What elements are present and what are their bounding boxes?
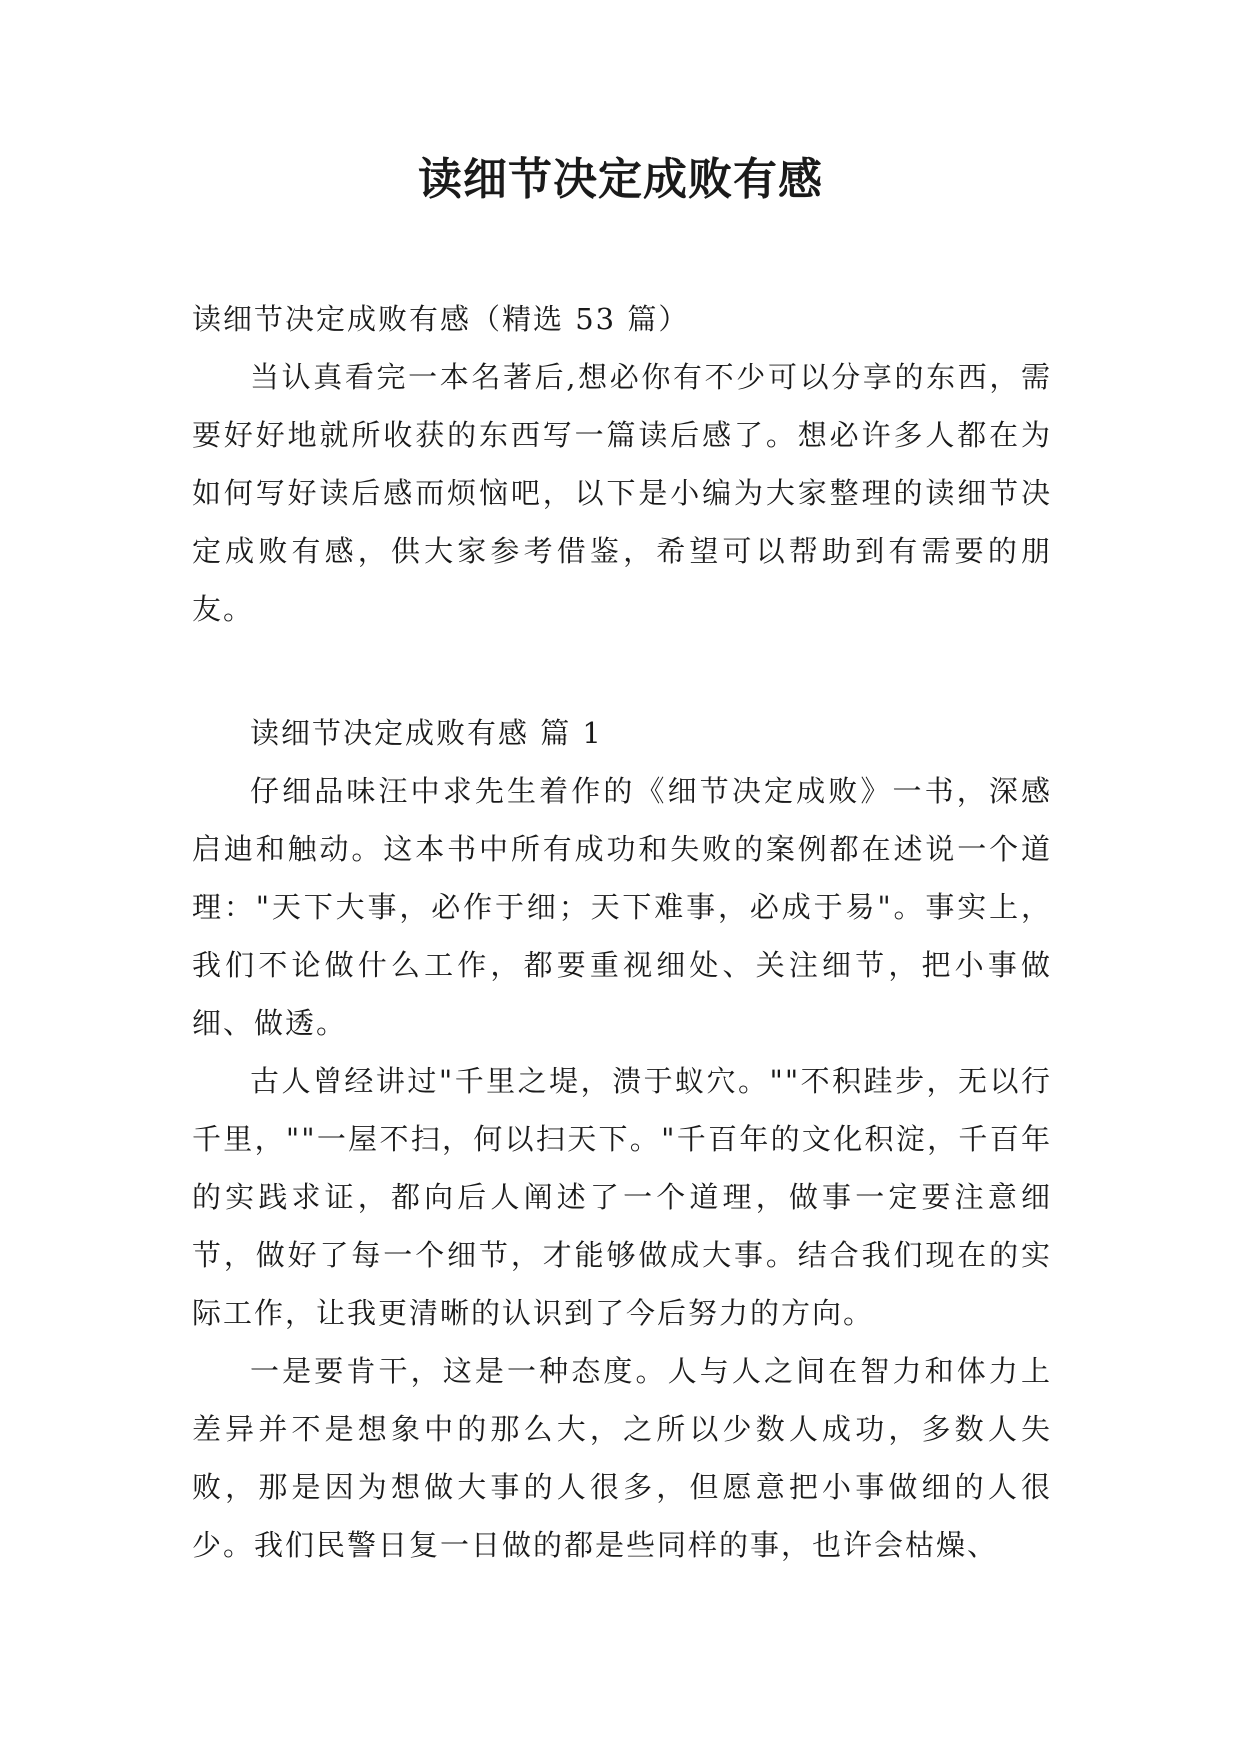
section-heading: 读细节决定成败有感 篇 1 — [250, 716, 603, 750]
body-paragraph-3: 一是要肯干，这是一种态度。人与人之间在智力和体力上差异并不是想象中的那么大，之所以少数人成功，多数人失败，那是因为想做大事的人很多，但愿意把小事做细的人很少。我们民警日复一日做的都是些同样的事，也许会枯燥、 — [192, 1354, 1052, 1562]
body-paragraph-1: 仔细品味汪中求先生着作的《细节决定成败》一书，深感启迪和触动。这本书中所有成功和失败的案例都在述说一个道理："天下大事，必作于细；天下难事，必成于易"。事实上，我们不论做什么工作，都要重视细处、关注细节，把小事做细、做透。 — [192, 774, 1052, 1040]
document-title: 读细节决定成败有感 — [418, 154, 823, 205]
section-gap — [192, 638, 1052, 704]
document-subtitle: 读细节决定成败有感（精选 53 篇） — [192, 302, 690, 336]
body-paragraph-2: 古人曾经讲过"千里之堤，溃于蚁穴。""不积跬步，无以行千里，""一屋不扫，何以扫天下。"千百年的文化积淀，千百年的实践求证，都向后人阐述了一个道理，做事一定要注意细节，做好了每一个细节，才能够做成大事。结合我们现在的实际工作，让我更清晰的认识到了今后努力的方向。 — [192, 1064, 1052, 1330]
intro-paragraph: 当认真看完一本名著后,想必你有不少可以分享的东西，需要好好地就所收获的东西写一篇读后感了。想必许多人都在为如何写好读后感而烦恼吧，以下是小编为大家整理的读细节决定成败有感，供大家参考借鉴，希望可以帮助到有需要的朋友。 — [192, 360, 1052, 626]
document-body — [192, 290, 1052, 1574]
